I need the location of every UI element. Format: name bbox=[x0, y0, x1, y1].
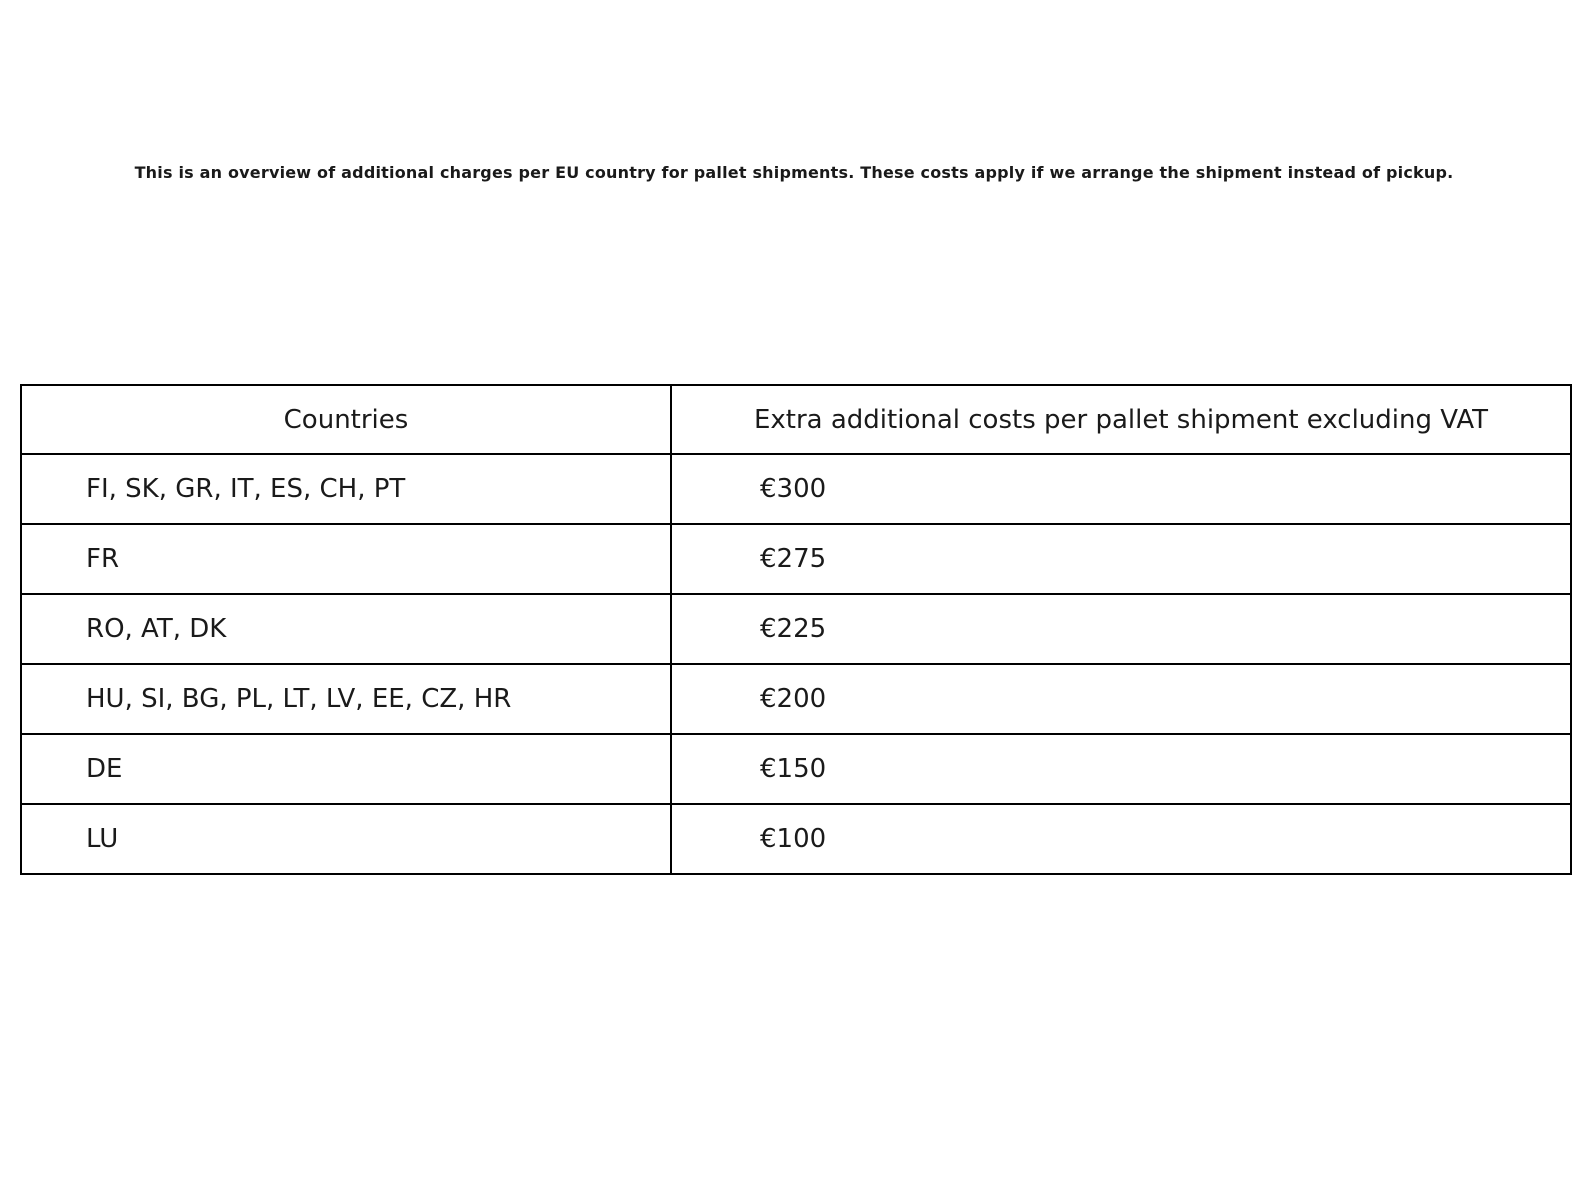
cost-cell: €300 bbox=[671, 454, 1571, 524]
column-header-extra-costs: Extra additional costs per pallet shipment excluding VAT bbox=[671, 385, 1571, 454]
table-body bbox=[21, 454, 1571, 874]
column-header-countries: Countries bbox=[21, 385, 671, 454]
table-row bbox=[21, 804, 1571, 874]
header-row bbox=[21, 385, 1571, 454]
countries-cell: FR bbox=[21, 524, 671, 594]
countries-cell: DE bbox=[21, 734, 671, 804]
table-row bbox=[21, 734, 1571, 804]
table-row bbox=[21, 524, 1571, 594]
table-header bbox=[21, 385, 1571, 454]
cost-cell: €150 bbox=[671, 734, 1571, 804]
countries-cell: FI, SK, GR, IT, ES, CH, PT bbox=[21, 454, 671, 524]
table-row bbox=[21, 454, 1571, 524]
countries-cell: LU bbox=[21, 804, 671, 874]
cost-cell: €100 bbox=[671, 804, 1571, 874]
countries-cell: HU, SI, BG, PL, LT, LV, EE, CZ, HR bbox=[21, 664, 671, 734]
table-caption: This is an overview of additional charges per EU country for pallet shipments. These costs apply if we arrange the shipment instead of pickup. bbox=[134, 163, 1454, 182]
cost-cell: €200 bbox=[671, 664, 1571, 734]
table-row bbox=[21, 664, 1571, 734]
cost-cell: €275 bbox=[671, 524, 1571, 594]
table-row bbox=[21, 594, 1571, 664]
countries-cell: RO, AT, DK bbox=[21, 594, 671, 664]
cost-cell: €225 bbox=[671, 594, 1571, 664]
charges-table bbox=[20, 384, 1572, 875]
